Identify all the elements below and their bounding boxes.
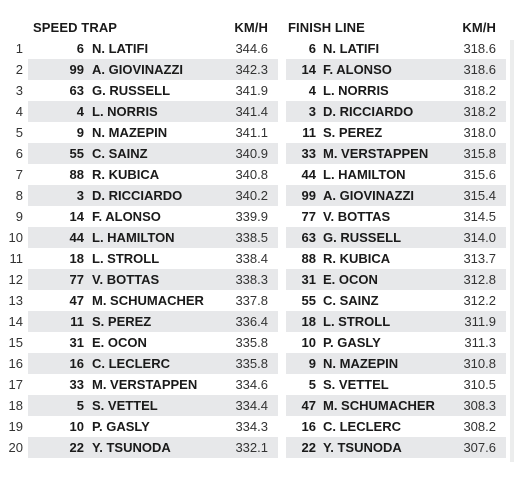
- car-number-cell: 99: [69, 62, 84, 77]
- speed-cell: 334.6: [235, 377, 268, 392]
- car-number-cell: 4: [308, 83, 316, 98]
- table-row: [286, 374, 506, 395]
- driver-name-cell: L. HAMILTON: [92, 230, 175, 245]
- finish-line-table: [286, 14, 506, 458]
- speed-cell: 335.8: [235, 335, 268, 350]
- car-number-cell: 31: [69, 335, 84, 350]
- table-row: [8, 374, 278, 395]
- finish-line-title: FINISH LINE: [288, 20, 365, 35]
- position-cell: 9: [15, 209, 23, 224]
- table-row: [8, 353, 278, 374]
- position-cell: 16: [8, 356, 23, 371]
- car-number-cell: 55: [301, 293, 316, 308]
- position-cell: 7: [15, 167, 23, 182]
- speed-cell: 310.5: [463, 377, 496, 392]
- table-row: [286, 143, 506, 164]
- driver-name-cell: M. SCHUMACHER: [323, 398, 435, 413]
- speed-cell: 344.6: [235, 41, 268, 56]
- driver-name-cell: N. MAZEPIN: [92, 125, 168, 140]
- driver-name-cell: D. RICCIARDO: [92, 188, 183, 203]
- driver-name-cell: N. MAZEPIN: [323, 356, 399, 371]
- finish-line-header: [286, 14, 506, 38]
- car-number-cell: 5: [308, 377, 316, 392]
- position-cell: 6: [15, 146, 23, 161]
- car-number-cell: 47: [69, 293, 84, 308]
- table-row: [286, 269, 506, 290]
- table-row: [286, 185, 506, 206]
- driver-name-cell: L. NORRIS: [92, 104, 158, 119]
- table-row: [286, 101, 506, 122]
- table-row: [286, 416, 506, 437]
- position-cell: 10: [8, 230, 23, 245]
- car-number-cell: 47: [301, 398, 316, 413]
- speed-cell: 340.8: [235, 167, 268, 182]
- driver-name-cell: A. GIOVINAZZI: [92, 62, 183, 77]
- position-cell: 14: [8, 314, 23, 329]
- table-row: [15, 80, 278, 101]
- table-row: [286, 395, 506, 416]
- speed-cell: 339.9: [235, 209, 268, 224]
- driver-name-cell: M. VERSTAPPEN: [323, 146, 429, 161]
- table-row: [286, 227, 506, 248]
- car-number-cell: 44: [301, 167, 316, 182]
- speed-cell: 315.6: [463, 167, 496, 182]
- position-cell: 4: [15, 104, 23, 119]
- speed-cell: 334.4: [235, 398, 268, 413]
- table-row: [8, 269, 278, 290]
- car-number-cell: 31: [301, 272, 316, 287]
- car-number-cell: 99: [301, 188, 316, 203]
- driver-name-cell: P. GASLY: [92, 419, 150, 434]
- table-row: [8, 437, 278, 458]
- car-number-cell: 22: [69, 440, 84, 455]
- driver-name-cell: C. SAINZ: [323, 293, 379, 308]
- position-cell: 12: [8, 272, 23, 287]
- car-number-cell: 33: [301, 146, 316, 161]
- car-number-cell: 63: [301, 230, 316, 245]
- position-cell: 15: [8, 335, 23, 350]
- position-cell: 11: [9, 251, 23, 266]
- table-row: [286, 437, 506, 458]
- car-number-cell: 10: [301, 335, 316, 350]
- table-row: [15, 143, 278, 164]
- table-row: [286, 290, 506, 311]
- car-number-cell: 63: [69, 83, 84, 98]
- car-number-cell: 5: [76, 398, 84, 413]
- table-row: [286, 248, 506, 269]
- speed-trap-table: [8, 14, 278, 458]
- speed-cell: 314.5: [463, 209, 496, 224]
- driver-name-cell: S. PEREZ: [92, 314, 152, 329]
- table-row: [15, 122, 278, 143]
- table-row: [8, 227, 278, 248]
- table-row: [286, 311, 506, 332]
- speed-trap-header: [28, 14, 278, 38]
- driver-name-cell: D. RICCIARDO: [323, 104, 414, 119]
- position-cell: 1: [15, 41, 23, 56]
- speed-cell: 340.2: [235, 188, 268, 203]
- speed-cell: 335.8: [235, 356, 268, 371]
- speed-cell: 308.2: [463, 419, 496, 434]
- driver-name-cell: G. RUSSELL: [323, 230, 402, 245]
- speed-cell: 312.2: [463, 293, 496, 308]
- speed-cell: 318.6: [463, 62, 496, 77]
- table-row: [8, 290, 278, 311]
- driver-name-cell: V. BOTTAS: [92, 272, 160, 287]
- car-number-cell: 4: [76, 104, 84, 119]
- car-number-cell: 6: [76, 41, 84, 56]
- car-number-cell: 16: [301, 419, 316, 434]
- driver-name-cell: Y. TSUNODA: [323, 440, 402, 455]
- driver-name-cell: E. OCON: [92, 335, 147, 350]
- driver-name-cell: L. STROLL: [323, 314, 391, 329]
- speed-trap-unit: KM/H: [234, 20, 268, 35]
- driver-name-cell: L. NORRIS: [323, 83, 389, 98]
- car-number-cell: 33: [69, 377, 84, 392]
- driver-name-cell: M. VERSTAPPEN: [92, 377, 198, 392]
- driver-name-cell: S. VETTEL: [92, 398, 158, 413]
- speed-cell: 332.1: [235, 440, 268, 455]
- position-cell: 2: [15, 62, 23, 77]
- speed-cell: 318.6: [463, 41, 496, 56]
- car-number-cell: 14: [301, 62, 316, 77]
- table-row: [15, 185, 278, 206]
- table-row: [286, 206, 506, 227]
- speed-cell: 341.9: [235, 83, 268, 98]
- car-number-cell: 3: [308, 104, 316, 119]
- car-number-cell: 11: [302, 125, 316, 140]
- driver-name-cell: C. SAINZ: [92, 146, 148, 161]
- position-cell: 5: [15, 125, 23, 140]
- driver-name-cell: N. LATIFI: [92, 41, 149, 56]
- finish-line-unit: KM/H: [462, 20, 496, 35]
- speed-cell: 334.3: [235, 419, 268, 434]
- speed-cell: 311.3: [464, 335, 496, 350]
- table-row: [15, 206, 278, 227]
- table-row: [8, 395, 278, 416]
- car-number-cell: 77: [69, 272, 84, 287]
- driver-name-cell: M. SCHUMACHER: [92, 293, 204, 308]
- speed-cell: 318.0: [463, 125, 496, 140]
- table-row: [286, 353, 506, 374]
- position-cell: 8: [15, 188, 23, 203]
- speed-cell: 338.5: [235, 230, 268, 245]
- table-row: [9, 248, 278, 269]
- driver-name-cell: C. LECLERC: [323, 419, 401, 434]
- driver-name-cell: S. VETTEL: [323, 377, 389, 392]
- position-cell: 18: [8, 398, 23, 413]
- table-row: [286, 80, 506, 101]
- speed-cell: 342.3: [235, 62, 268, 77]
- table-row: [286, 332, 506, 353]
- finish-line-rows: [286, 38, 506, 458]
- car-number-cell: 88: [69, 167, 84, 182]
- table-row: [15, 38, 278, 59]
- table-row: [15, 164, 278, 185]
- car-number-cell: 9: [76, 125, 84, 140]
- table-row: [286, 122, 506, 143]
- car-number-cell: 55: [69, 146, 84, 161]
- driver-name-cell: R. KUBICA: [323, 251, 391, 266]
- driver-name-cell: G. RUSSELL: [92, 83, 171, 98]
- car-number-cell: 6: [308, 41, 316, 56]
- table-row: [8, 416, 278, 437]
- driver-name-cell: L. HAMILTON: [323, 167, 406, 182]
- speed-cell: 313.7: [463, 251, 496, 266]
- driver-name-cell: L. STROLL: [92, 251, 160, 266]
- table-row: [15, 101, 278, 122]
- driver-name-cell: N. LATIFI: [323, 41, 380, 56]
- table-row: [8, 332, 278, 353]
- car-number-cell: 88: [301, 251, 316, 266]
- speed-cell: 314.0: [463, 230, 496, 245]
- car-number-cell: 18: [301, 314, 316, 329]
- driver-name-cell: F. ALONSO: [92, 209, 161, 224]
- car-number-cell: 77: [301, 209, 316, 224]
- table-row: [286, 59, 506, 80]
- driver-name-cell: P. GASLY: [323, 335, 381, 350]
- speed-cell: 310.8: [463, 356, 496, 371]
- driver-name-cell: A. GIOVINAZZI: [323, 188, 414, 203]
- speed-cell: 308.3: [463, 398, 496, 413]
- position-cell: 13: [8, 293, 23, 308]
- speed-cell: 336.4: [235, 314, 268, 329]
- car-number-cell: 18: [69, 251, 84, 266]
- speed-cell: 341.4: [235, 104, 268, 119]
- driver-name-cell: C. LECLERC: [92, 356, 170, 371]
- driver-name-cell: S. PEREZ: [323, 125, 383, 140]
- position-cell: 17: [8, 377, 23, 392]
- speed-cell: 312.8: [463, 272, 496, 287]
- table-row: [286, 38, 506, 59]
- driver-name-cell: V. BOTTAS: [323, 209, 391, 224]
- car-number-cell: 16: [69, 356, 84, 371]
- driver-name-cell: F. ALONSO: [323, 62, 392, 77]
- driver-name-cell: Y. TSUNODA: [92, 440, 171, 455]
- speed-cell: 341.1: [235, 125, 268, 140]
- table-row: [286, 164, 506, 185]
- position-cell: 3: [15, 83, 23, 98]
- position-cell: 19: [8, 419, 23, 434]
- speed-cell: 315.4: [463, 188, 496, 203]
- speed-cell: 311.9: [464, 314, 496, 329]
- speed-cell: 318.2: [463, 83, 496, 98]
- car-number-cell: 44: [69, 230, 84, 245]
- driver-name-cell: R. KUBICA: [92, 167, 160, 182]
- table-row: [8, 311, 278, 332]
- speed-trap-title: SPEED TRAP: [33, 20, 118, 35]
- car-number-cell: 14: [69, 209, 84, 224]
- speed-cell: 315.8: [463, 146, 496, 161]
- right-edge-divider: [510, 40, 514, 462]
- speed-cell: 340.9: [235, 146, 268, 161]
- driver-name-cell: E. OCON: [323, 272, 378, 287]
- car-number-cell: 9: [308, 356, 316, 371]
- car-number-cell: 11: [70, 314, 84, 329]
- position-cell: 20: [8, 440, 23, 455]
- speed-cell: 307.6: [463, 440, 496, 455]
- speed-cell: 318.2: [463, 104, 496, 119]
- speed-cell: 338.4: [235, 251, 268, 266]
- car-number-cell: 10: [69, 419, 84, 434]
- table-row: [15, 59, 278, 80]
- speed-trap-rows: [8, 38, 278, 458]
- speed-cell: 337.8: [235, 293, 268, 308]
- car-number-cell: 3: [76, 188, 84, 203]
- speed-cell: 338.3: [235, 272, 268, 287]
- car-number-cell: 22: [301, 440, 316, 455]
